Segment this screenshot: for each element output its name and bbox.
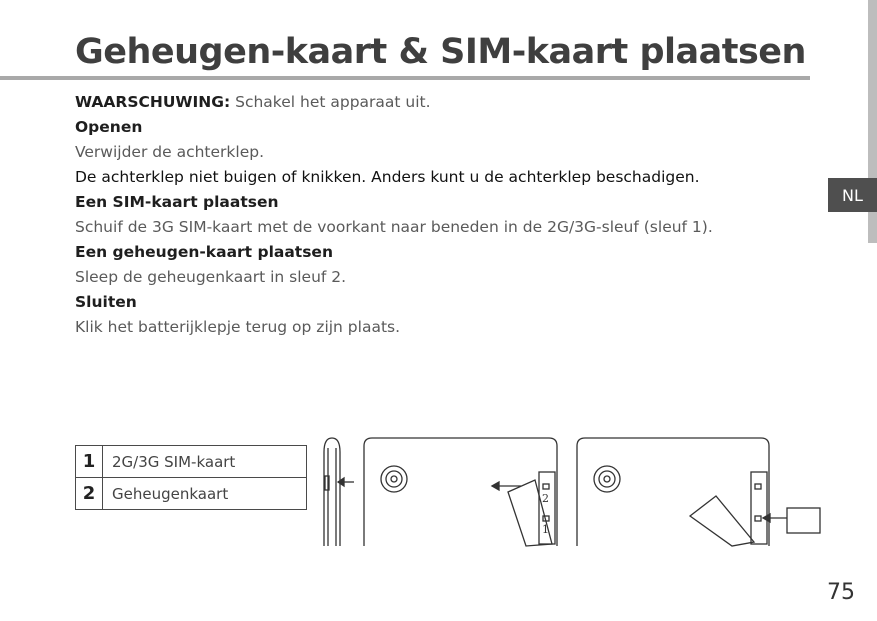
- memory-step: Sleep de geheugenkaart in sleuf 2.: [75, 268, 347, 286]
- legend-label: Geheugenkaart: [103, 478, 307, 510]
- page-number: 75: [827, 580, 855, 605]
- legend-label: 2G/3G SIM-kaart: [103, 446, 307, 478]
- device-side-view: [324, 438, 354, 546]
- legend-number: 1: [76, 446, 103, 478]
- legend-table: [75, 445, 307, 510]
- sim-heading: Een SIM-kaart plaatsen: [75, 193, 279, 211]
- memory-heading: Een geheugen-kaart plaatsen: [75, 243, 333, 261]
- open-heading: Openen: [75, 118, 143, 136]
- language-tab: NL: [828, 178, 877, 212]
- close-heading: Sluiten: [75, 293, 137, 311]
- arrow-left-icon: [338, 478, 344, 486]
- arrow-left-icon: [492, 482, 499, 490]
- title-divider: [0, 76, 810, 80]
- device-illustration: [318, 432, 828, 548]
- legend-number: 2: [76, 478, 103, 510]
- warning-line: [75, 90, 835, 115]
- page-title: Geheugen-kaart & SIM-kaart plaatsen: [75, 32, 806, 72]
- instructions-section: [75, 90, 835, 340]
- slot-1-label: 1: [542, 523, 549, 536]
- warning-text: Schakel het apparaat uit.: [230, 93, 431, 111]
- legend-row: [76, 446, 307, 478]
- slot-2-label: 2: [542, 492, 549, 505]
- device-back-view-memory: [364, 438, 557, 546]
- warning-label: WAARSCHUWING:: [75, 93, 231, 111]
- sim-step: Schuif de 3G SIM-kaart met de voorkant naar beneden in de 2G/3G-sleuf (sleuf 1).: [75, 218, 713, 236]
- legend-row: [76, 478, 307, 510]
- close-step: Klik het batterijklepje terug op zijn plaats.: [75, 318, 401, 336]
- device-back-view-sim: [577, 438, 820, 546]
- open-step: Verwijder de achterklep.: [75, 143, 264, 161]
- open-caution: De achterklep niet buigen of knikken. Anders kunt u de achterklep beschadigen.: [75, 168, 700, 186]
